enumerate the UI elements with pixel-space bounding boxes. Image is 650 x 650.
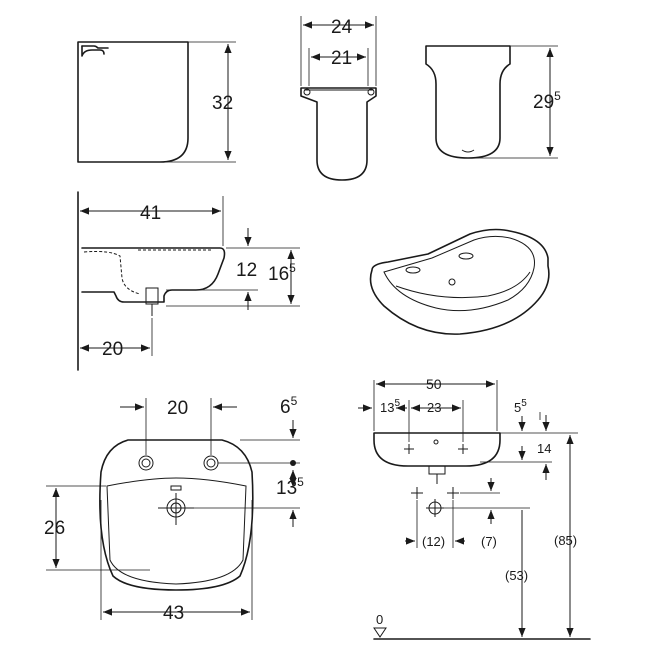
pedestal-back-height-label — [533, 89, 561, 113]
half-pedestal-side-view — [78, 42, 236, 162]
install-right-offset-label — [514, 398, 527, 415]
install-waste-height-label: (53) — [505, 568, 529, 583]
pedestal-back-height-fraction: 5 — [554, 89, 561, 103]
plan-waste-offset-value: 13 — [276, 478, 298, 499]
plan-tap-offset-fraction: 5 — [290, 394, 298, 408]
install-basin-height-label: 14 — [537, 441, 552, 456]
pedestal-side-height-label: 32 — [212, 93, 234, 114]
plan-tap-offset-value: 6 — [280, 397, 291, 418]
basin-section-view — [78, 192, 300, 370]
plan-tap-spacing-label: 20 — [167, 398, 189, 419]
install-supply-spacing-label: (12) — [422, 534, 446, 549]
basin-rim-height-label: 12 — [236, 260, 258, 281]
install-rim-height-label: (85) — [554, 533, 578, 548]
install-floor-level-label: 0 — [376, 612, 384, 627]
plan-waste-offset-label — [276, 475, 304, 499]
install-left-offset-value: 13 — [380, 400, 395, 415]
plan-width-label: 43 — [163, 603, 185, 624]
basin-total-height-fraction: 5 — [289, 261, 296, 275]
pedestal-inner-width-label: 21 — [331, 48, 353, 69]
plan-front-depth-label: 26 — [44, 518, 66, 539]
install-left-offset-fraction: 5 — [394, 398, 401, 409]
basin-total-height-value: 16 — [268, 264, 290, 285]
install-waste-offset-label: (7) — [481, 534, 497, 549]
install-right-offset-value: 5 — [514, 400, 522, 415]
pedestal-back-height-value: 29 — [533, 92, 555, 113]
basin-total-height-label — [268, 261, 296, 285]
half-pedestal-back-view — [426, 46, 561, 158]
basin-depth-label: 41 — [140, 203, 162, 224]
plan-waste-offset-fraction: 5 — [297, 475, 304, 489]
pedestal-outer-width-label: 24 — [331, 17, 353, 38]
install-hole-spacing-label: 23 — [427, 400, 442, 415]
basin-plan-view — [44, 394, 304, 624]
basin-perspective-view — [371, 230, 549, 335]
install-total-width-label: 50 — [426, 376, 442, 392]
basin-waste-offset-label: 20 — [102, 339, 124, 360]
install-right-offset-fraction: 5 — [521, 398, 527, 409]
plan-tap-offset-label — [280, 394, 298, 418]
install-left-offset-label — [380, 398, 400, 415]
half-pedestal-front-view — [301, 16, 376, 180]
installation-view — [358, 376, 590, 639]
